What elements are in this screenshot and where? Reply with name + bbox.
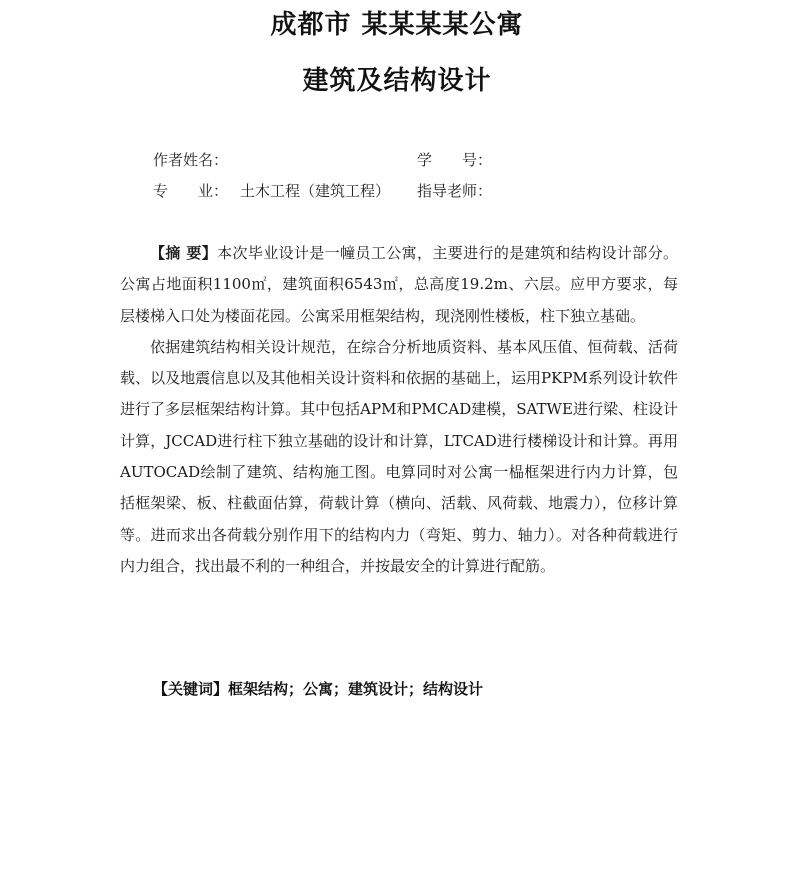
student-id-label: 学 号： <box>417 151 493 169</box>
abstract-section <box>120 238 678 582</box>
abstract-label: 【摘 要】 <box>150 244 218 262</box>
keywords-line: 【关键词】框架结构；公寓；建筑设计；结构设计 <box>153 680 484 698</box>
document-title-line1: 成都市 某某某某公寓 <box>270 10 524 40</box>
author-name-label: 作者姓名： <box>153 151 229 169</box>
advisor-label: 指导老师： <box>417 182 493 200</box>
abstract-paragraph-1-text: 本次毕业设计是一幢员工公寓，主要进行的是建筑和结构设计部分。公寓占地面积1100㎡，建筑面积6543㎡，总高度19.2m、六层。应甲方要求，每层楼梯入口处为楼面花园。公寓采用框架结构，现浇刚性楼板，柱下独立基础。 <box>120 244 678 325</box>
major-value: 土木工程（建筑工程） <box>240 182 391 200</box>
major-label: 专 业： <box>153 182 229 200</box>
abstract-paragraph-2: 依据建筑结构相关设计规范，在综合分析地质资料、基本风压值、恒荷载、活荷载、以及地震信息以及其他相关设计资料和依据的基础上，运用PKPM系列设计软件进行了多层框架结构计算。其中包括APM和PMCAD建模，SATWE进行梁、柱设计计算，JCCAD进行柱下独立基础的设计和计算，LTCAD进行楼梯设计和计算。再用AUTOCAD绘制了建筑、结构施工图。电算同时对公寓一榀框架进行内力计算，包括框架梁、板、柱截面估算，荷载计算（横向、活载、风荷载、地震力），位移计算等。进而求出各荷载分别作用下的结构内力（弯矩、剪力、轴力）。对各种荷载进行内力组合，找出最不利的一种组合，并按最安全的计算进行配筋。 <box>120 337 678 575</box>
document-title-line2: 建筑及结构设计 <box>302 66 492 96</box>
abstract-paragraph-1 <box>120 238 678 332</box>
